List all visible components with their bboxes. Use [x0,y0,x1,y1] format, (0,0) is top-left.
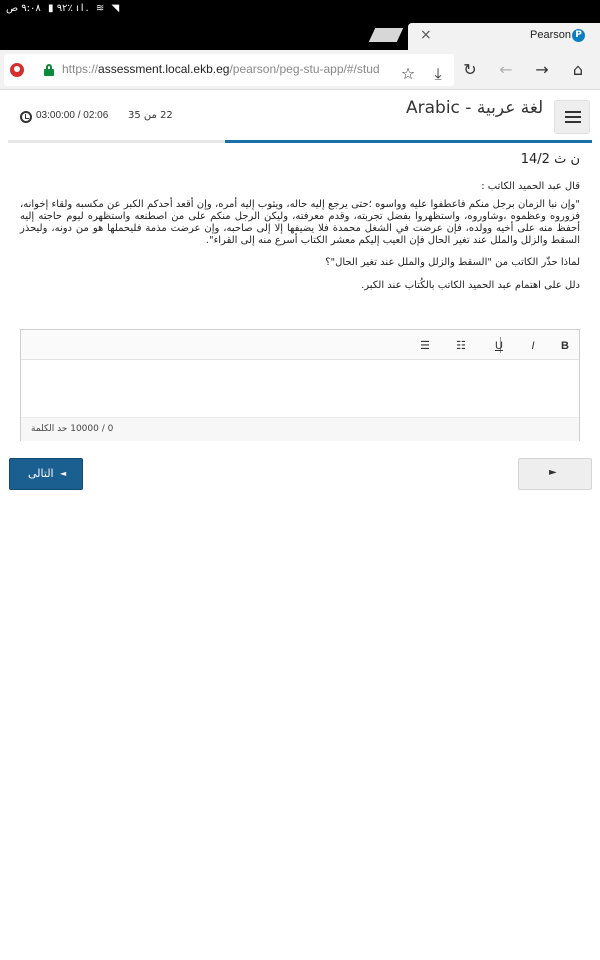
question-content [20,150,580,291]
close-icon[interactable]: × [420,27,432,43]
pearson-favicon-icon: P [572,29,585,42]
tab-strip [0,20,600,50]
status-bar [0,0,600,20]
word-count: 0 / 10000 حد الكلمة [31,424,114,434]
editor-footer [21,417,579,441]
arrow-right-icon: ► [549,467,557,478]
answer-editor [20,329,580,441]
browser-tab[interactable] [408,23,600,53]
question-prompt: لماذا حذّر الكاتب من "السقط والزلل والملل عند تغير الحال"؟ [325,257,580,268]
timer: 03:00:00 / 02:06 [36,110,109,121]
site-settings-icon[interactable] [10,63,24,77]
url-text[interactable]: https://assessment.local.ekb.eg/pearson/peg-stu-app/#/stud [62,62,380,76]
page-title: Arabic - لغة عربية [406,98,544,118]
new-tab-icon[interactable] [369,28,404,42]
next-button[interactable] [9,458,83,490]
question-progress: 22 من 35 [128,110,173,121]
lock-icon[interactable] [44,64,54,76]
numbered-list-icon[interactable]: ☰ [420,340,430,352]
progress-bar-fill [225,140,592,143]
tab-title: Pearson [530,29,571,41]
next-button-label: التالى [28,467,54,480]
hamburger-icon [565,111,581,113]
status-icons: ▮ ٩٢٪ ıl. ≋ ◥ [48,3,122,14]
download-icon[interactable]: ⤓ [434,64,442,83]
address-bar[interactable] [4,54,454,86]
italic-button[interactable]: I [531,340,535,352]
menu-button[interactable] [554,100,590,134]
question-passage: "وإن نبا الزمان برجل منكم فاعطفوا عليه وواسوه ؛حتى يرجع إليه حاله، ويثوب إليه أمره، وإن أقعد أحدكم الكبر عن مكسبه ولقاء إخوانه، فزوروه وعظموه ،وشاوروه، واستظهروا بفضل تجربته، وقدم معرفته، وليكن الرجل منكم على من اصطنعه واستظهره ليوم حاجته إليه أحفظ منه على أخيه وولده، فإن عرضت في الشغل محمدة فلا يضيفها إلا إلى صاحبه، وإن عرضت مذمة فليحملها هو من دونه، وليحذر السقط والزلل والملل عند تغير الحال فإن العيب إليكم معشر الكتاب أسرع منه إلى القراء". [20,199,580,246]
bullet-list-icon[interactable]: ☷ [456,340,466,352]
arrow-left-icon: ◄ [60,469,67,478]
status-time: ٩:٠٨ ص [6,3,41,14]
question-number: ن ث 14/2 [520,152,580,167]
question-intro: قال عبد الحميد الكاتب : [481,181,580,192]
question-instruction: دلل على اهتمام عبد الحميد الكاتب بالكُتاب عند الكبر. [361,280,580,291]
clock-icon [20,111,32,123]
previous-button[interactable] [518,458,592,490]
forward-icon[interactable]: → [535,60,549,79]
bold-button[interactable]: B [561,340,569,352]
editor-toolbar [21,330,579,360]
progress-bar [8,140,592,143]
reload-icon[interactable]: ↻ [463,60,477,79]
bookmark-star-icon[interactable]: ☆ [400,64,416,83]
answer-textarea[interactable] [21,361,579,417]
browser-toolbar [0,50,600,90]
back-icon[interactable]: ← [499,60,513,79]
underline-button[interactable]: U [495,340,503,352]
home-icon[interactable]: ⌂ [572,60,584,79]
